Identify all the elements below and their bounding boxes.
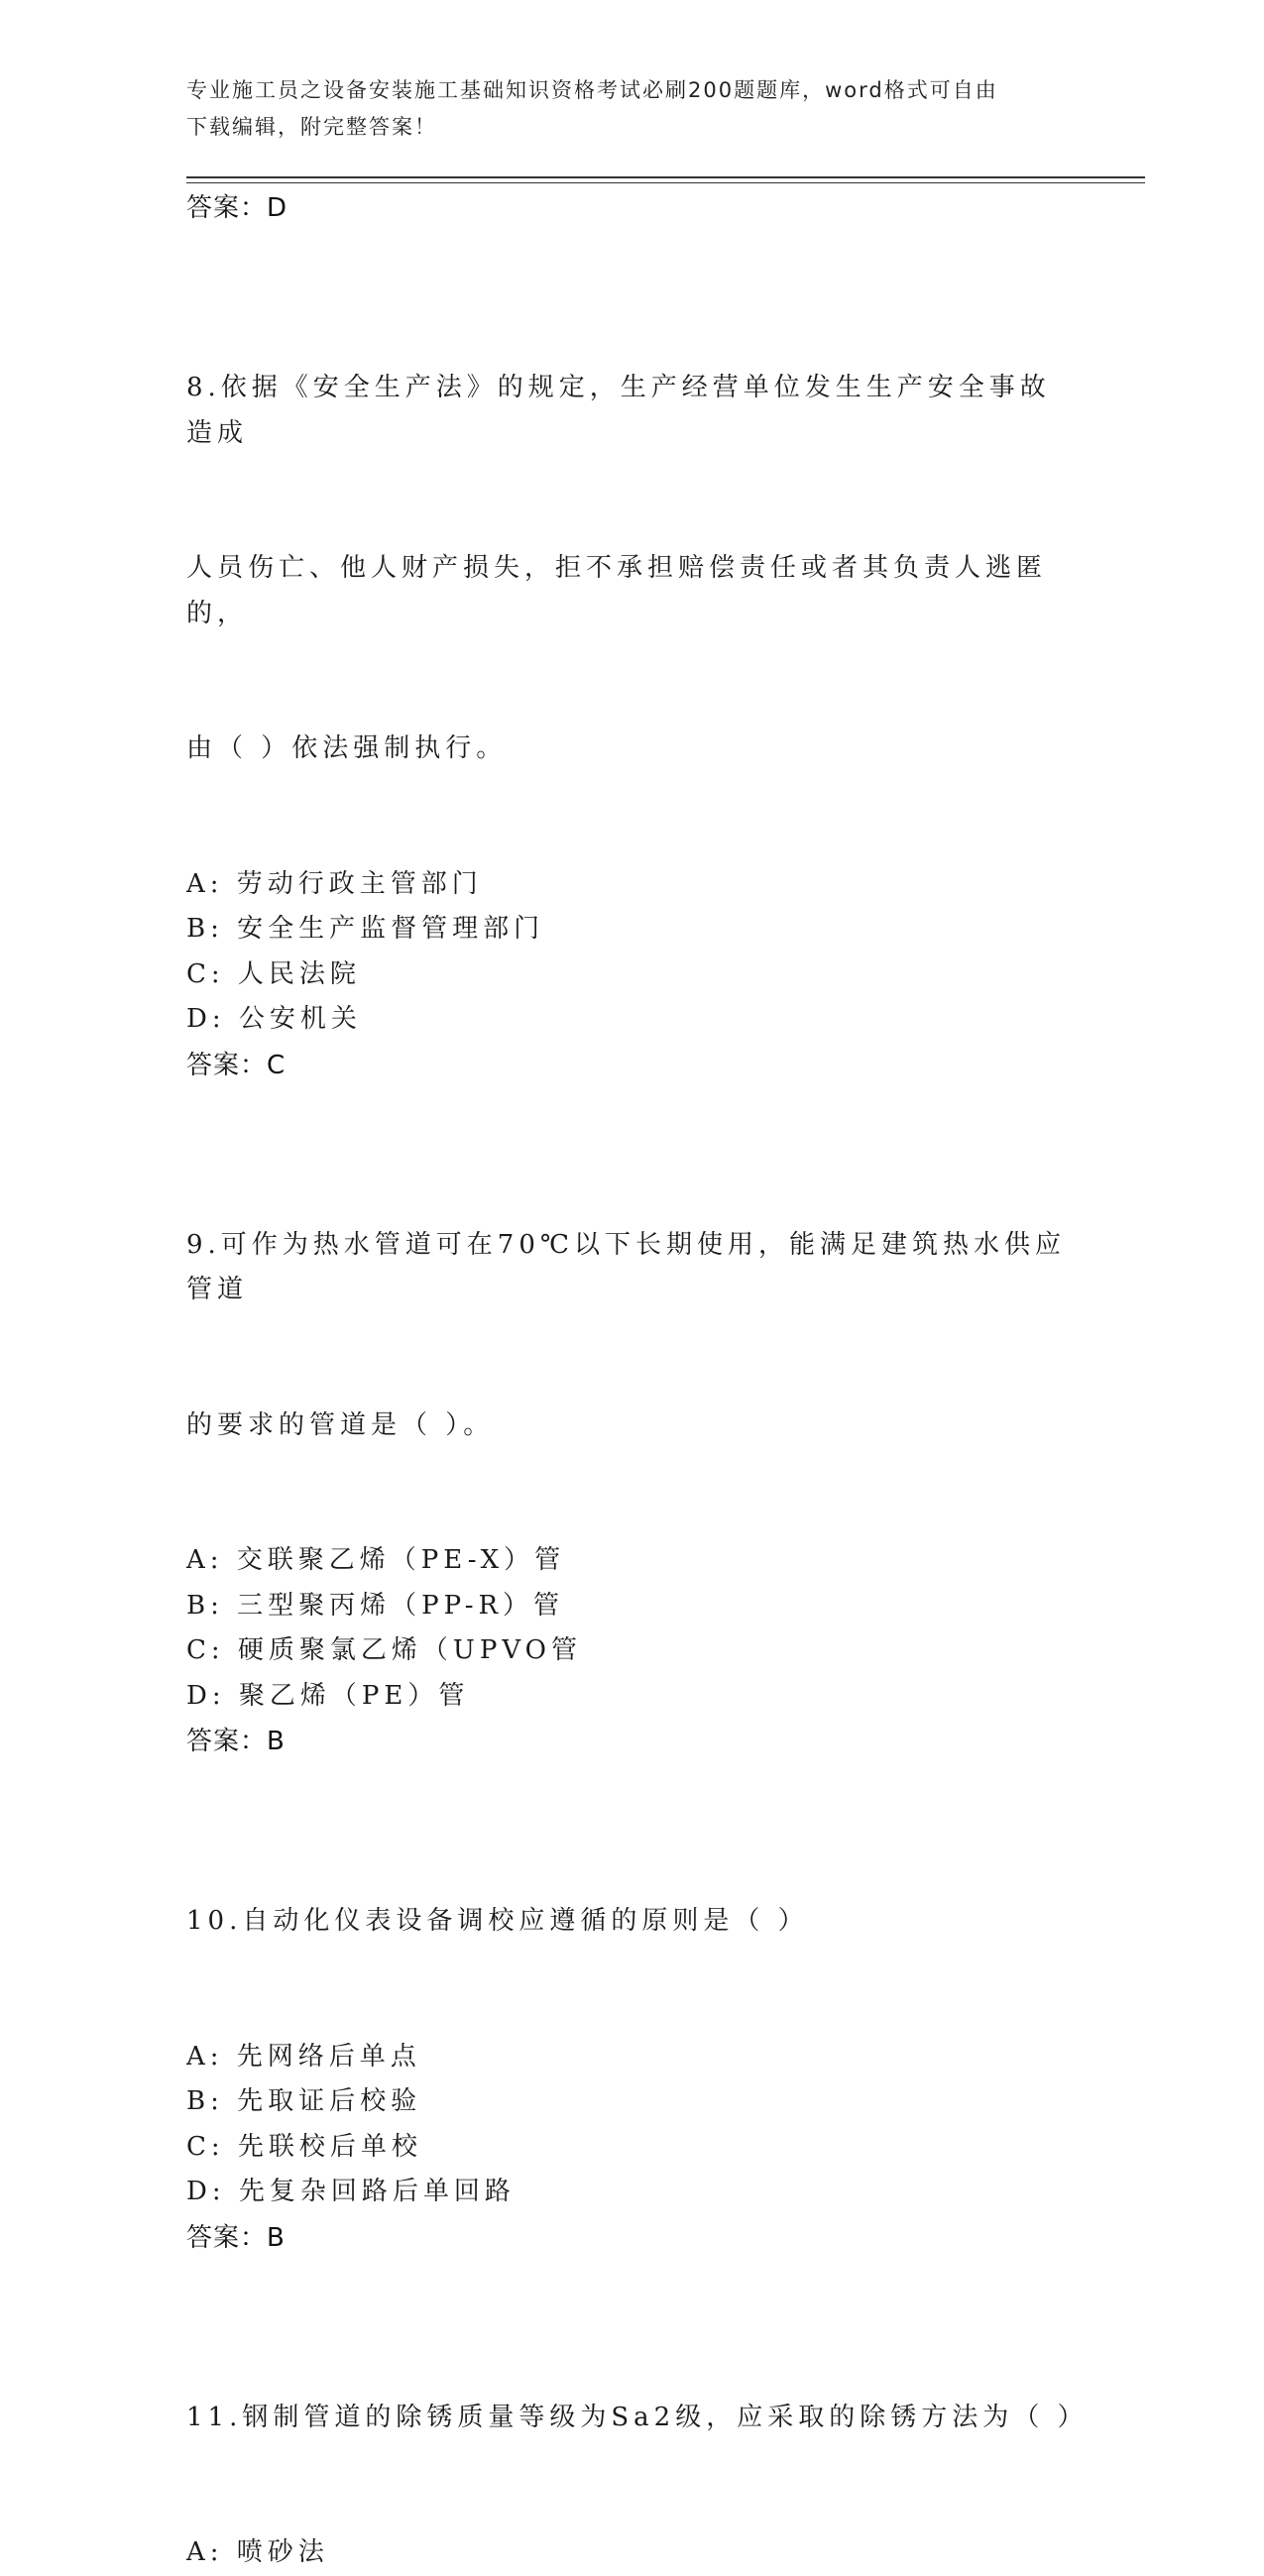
question-block	[186, 1809, 1079, 2261]
question-line: 的要求的管道是（ ）。	[186, 1409, 495, 1440]
question-text	[186, 1133, 1079, 1539]
question-content	[186, 185, 1089, 2576]
option-d: D: 先复杂回路后单回路	[186, 2177, 516, 2206]
spacer	[186, 1764, 1079, 1809]
option-b: B: 三型聚丙烯（PP-R）管	[186, 1590, 565, 1621]
option-d: D: 聚乙烯（PE）管	[186, 1680, 470, 1711]
question-text	[186, 2305, 1089, 2531]
option-a: A: 交联聚乙烯（PE-X）管	[186, 1545, 566, 1575]
previous-answer: 答案：D	[186, 193, 288, 223]
header-line-1: 专业施工员之设备安装施工基础知识资格考试必刷200题题库，word格式可自由	[186, 78, 998, 102]
header-rule-thick	[186, 176, 1145, 178]
option-a: A: 劳动行政主管部门	[186, 868, 483, 899]
spacer	[186, 2261, 1079, 2305]
answer-line: 答案：C	[186, 1050, 287, 1080]
document-header	[186, 72, 1059, 146]
option-a: A: 喷砂法	[186, 2537, 329, 2567]
option-c: C: 先联校后单校	[186, 2131, 422, 2162]
spacer	[186, 1088, 1079, 1133]
option-c: C: 硬质聚氯乙烯（UPVO管	[186, 1635, 582, 1665]
question-line: 11.钢制管道的除锈质量等级为Sa2级，应采取的除锈方法为（ ）	[186, 2402, 1089, 2432]
answer-line: 答案：B	[186, 1727, 286, 1756]
question-line: 9.可作为热水管道可在70℃以下长期使用，能满足建筑热水供应管道	[186, 1229, 1066, 1304]
header-rule-thin	[186, 182, 1145, 183]
option-a: A: 先网络后单点	[186, 2041, 421, 2072]
header-line-2: 下载编辑，附完整答案！	[186, 115, 437, 139]
spacer	[186, 231, 1079, 276]
question-line: 8.依据《安全生产法》的规定，生产经营单位发生生产安全事故造成	[186, 373, 1051, 448]
option-c: C: 人民法院	[186, 958, 361, 989]
question-block	[186, 276, 1079, 1088]
question-line: 人员伤亡、他人财产损失，拒不承担赔偿责任或者其负责人逃匿的，	[186, 553, 1048, 628]
question-block	[186, 1133, 1079, 1765]
question-line: 10.自动化仪表设备调校应遵循的原则是（ ）	[186, 1906, 809, 1936]
question-text	[186, 1809, 1079, 2035]
question-line: 由（ ）依法强制执行。	[186, 733, 508, 763]
option-b: B: 先取证后校验	[186, 2086, 422, 2116]
question-text	[186, 276, 1079, 862]
option-b: B: 安全生产监督管理部门	[186, 914, 545, 944]
answer-line: 答案：B	[186, 2222, 286, 2253]
question-block	[186, 2305, 1089, 2576]
option-d: D: 公安机关	[186, 1004, 362, 1034]
